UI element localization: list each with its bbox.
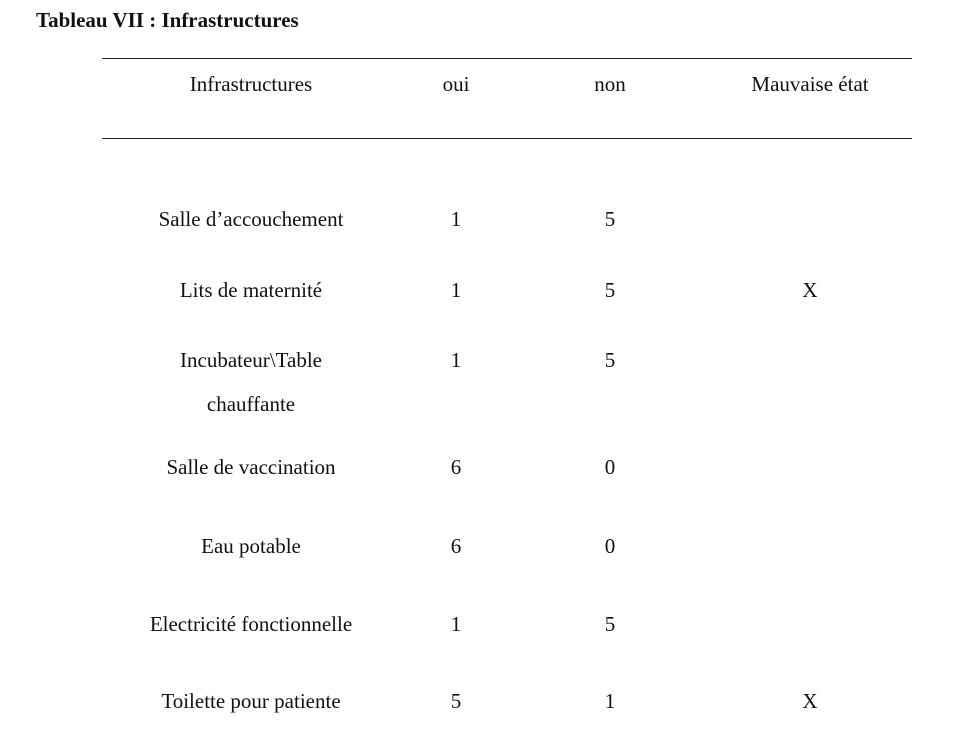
row-incubateur-oui: 1 — [450, 348, 462, 372]
row-eau-potable-oui: 6 — [450, 534, 462, 558]
row-toilette-oui: 5 — [450, 689, 462, 713]
header-mauvaise-etat: Mauvaise état — [751, 72, 869, 96]
row-electricite-oui: 1 — [450, 612, 462, 636]
row-salle-vaccination-label: Salle de vaccination — [166, 455, 336, 479]
row-lits-maternite-mauvaise-etat: X — [802, 278, 818, 302]
row-toilette-non: 1 — [604, 689, 616, 713]
row-toilette-label: Toilette pour patiente — [161, 689, 341, 713]
row-electricite-label: Electricité fonctionnelle — [149, 612, 353, 636]
row-salle-accouchement-non: 5 — [604, 207, 616, 231]
row-incubateur-non: 5 — [604, 348, 616, 372]
table-top-rule — [102, 58, 912, 59]
row-incubateur-label-line2: chauffante — [206, 392, 296, 416]
table-caption: Tableau VII : Infrastructures — [36, 8, 299, 32]
row-toilette-mauvaise-etat: X — [802, 689, 818, 713]
row-incubateur-label-line1: Incubateur\Table — [180, 348, 322, 372]
row-salle-accouchement-label: Salle d’accouchement — [158, 207, 344, 231]
header-oui: oui — [442, 72, 470, 96]
row-salle-accouchement-oui: 1 — [450, 207, 462, 231]
header-non: non — [594, 72, 626, 96]
row-salle-vaccination-non: 0 — [604, 455, 616, 479]
row-electricite-non: 5 — [604, 612, 616, 636]
table-header-rule — [102, 138, 912, 139]
row-lits-maternite-non: 5 — [604, 278, 616, 302]
row-lits-maternite-label: Lits de maternité — [179, 278, 323, 302]
header-infrastructures: Infrastructures — [189, 72, 313, 96]
row-lits-maternite-oui: 1 — [450, 278, 462, 302]
row-eau-potable-non: 0 — [604, 534, 616, 558]
row-eau-potable-label: Eau potable — [201, 534, 301, 558]
row-salle-vaccination-oui: 6 — [450, 455, 462, 479]
